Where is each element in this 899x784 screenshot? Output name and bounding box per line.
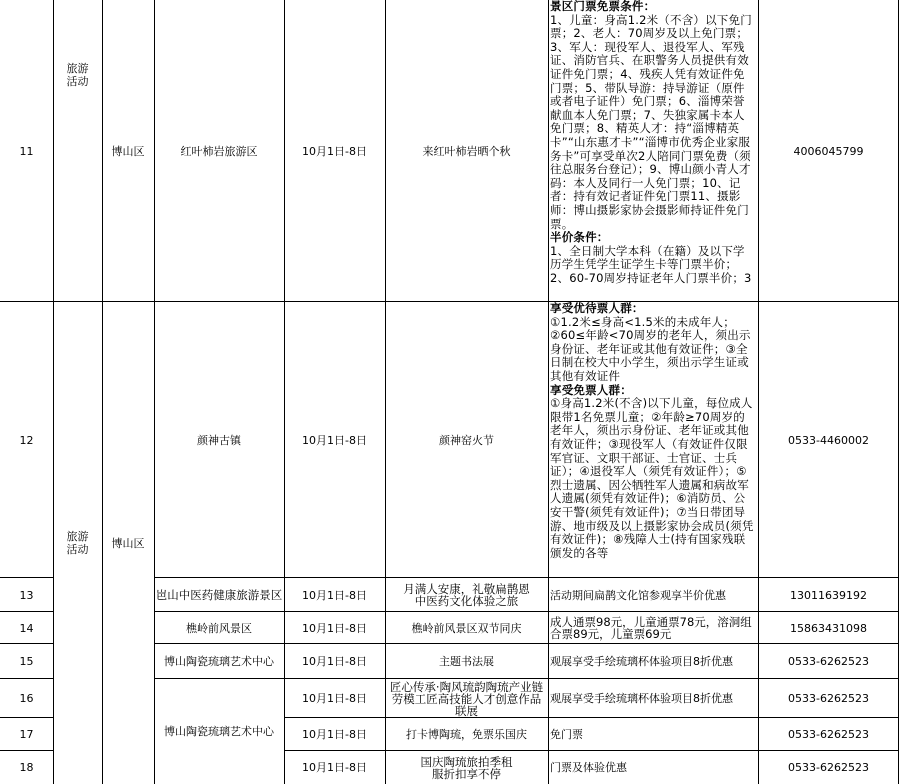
row12-venue: 颜神古镇 [197,433,241,447]
grid-line-v-event [548,0,549,784]
row11-desc-title2: 半价条件： [550,230,609,245]
grid-line-v-venue [284,0,285,784]
row14-phone: 15863431098 [790,621,867,635]
row16-description: 观展享受手绘琉璃杯体验项目8折优惠 [550,692,733,705]
row11-date: 10月1日-8日 [302,144,367,158]
row11-phone: 4006045799 [793,144,864,158]
row14-date: 10月1日-8日 [302,621,367,635]
row12-description [548,302,758,578]
row11-venue: 红叶柿岩旅游区 [180,144,258,158]
row15-event: 主题书法展 [439,655,494,668]
grid-line-v-district [154,0,155,784]
grid-line-h-row17-row18 [0,750,53,751]
row13-venue: 岜山中医药健康旅游景区 [155,588,283,602]
grid-line-h-row15-row16-right [154,678,899,679]
row13-phone: 13011639192 [790,588,867,602]
row13-number: 13 [19,588,34,602]
grid-line-h-row17-row18-right [284,750,899,751]
row17-description: 免门票 [550,728,583,741]
row18-date: 10月1日-8日 [302,761,367,774]
grid-line-h-row16-row17-right [284,717,899,718]
row12-category: 旅游 活动 [66,530,89,556]
row15-date: 10月1日-8日 [302,655,367,668]
row16-phone: 0533-6262523 [788,692,869,705]
row12-event: 颜神窑火节 [439,433,494,447]
row16-venue: 博山陶瓷琉璃艺术中心 [164,725,274,738]
row17-phone: 0533-6262523 [788,728,869,741]
row18-event: 国庆陶琉旅拍季租服折扣享不停 [420,754,513,781]
row13-event: 月满人安康，礼敬扁鹊恩中医药文化体验之旅 [403,582,530,608]
row16-number: 16 [19,692,34,705]
grid-line-h-row16-row17 [0,717,53,718]
row12-district: 博山区 [111,536,145,550]
row11-event: 来红叶柿岩晒个秋 [422,144,511,158]
row17-date: 10月1日-8日 [302,728,367,741]
row12-desc-title2: 享受免票人群： [550,382,632,397]
row14-description: 成人通票98元，儿童通票78元，溶洞组合票89元，儿童票69元 [550,615,752,641]
row14-number: 14 [19,621,34,635]
row15-phone: 0533-6262523 [788,655,869,668]
grid-line-h-row12-row13 [0,577,53,578]
row12-phone: 0533-4460002 [788,433,869,447]
row15-number: 15 [19,655,34,668]
row18-description: 门票及体验优惠 [550,761,627,774]
row11-district: 博山区 [111,144,145,158]
row15-description: 观展享受手绘琉璃杯体验项目8折优惠 [550,655,733,668]
row18-phone: 0533-6262523 [788,761,869,774]
row17-number: 17 [19,728,34,741]
grid-line-h-row15-row16 [0,678,53,679]
grid-line-h-row13-row14-right [154,611,899,612]
row12-desc-body2: ①身高1.2米(不含)以下儿童，每位成人限带1名免票儿童；②年龄≥70周岁的老年人，须出示身份证、老年证或其他有效证件；③现役军人（有效证件仅限军官证、文职干部证、士官证、士兵证）；④退役军人（须凭有效证件）；⑤烈士遗属、因公牺牲军人遗属和病故军人遗属(须凭有效证件)；⑥消防员、公安干警(须凭有效证件)；⑦当日带团导游、地市级及以上摄影家协会成员(须凭有效证件)；⑧残障人士(持有国家残联颁发的各等 [550,396,754,560]
grid-line-h-row14-row15-right [154,643,899,644]
row14-venue: 樵岭前风景区 [186,621,252,635]
row12-number: 12 [19,433,34,447]
row15-venue: 博山陶瓷琉璃艺术中心 [164,655,274,668]
grid-line-h-row11-row12 [0,301,899,302]
row12-desc-body: ①1.2米≤身高<1.5米的未成年人；②60≤年龄<70周岁的老年人，须出示身份证、老年证或其他有效证件；③全日制在校大中小学生，须出示学生证或其他有效证件 [550,314,751,383]
grid-line-v-date [385,0,386,784]
grid-line-h-row13-row14 [0,611,53,612]
row11-desc-body: 1、儿童：身高1.2米（不含）以下免门票；2、老人：70周岁及以上免门票；3、军人：现役军人、退役军人、军残证、消防官兵、在职警务人员提供有效证件免门票；4、残疾人凭有效证件免门票；5、带队导游：持导游证（原件或者电子证件）免门票；6、淄博荣誉献血本人免门票；7、失独家属卡本人免门票；8、精英人才：持“淄博精英卡”“山东惠才卡”“淄博市优秀企业家服务卡”可享受单次2人陪同门票免费（须往总服务台登记）；9、博山颜小青人才码：本人及同行一人免门票；10、记者：持有效记者证件免门票11、摄影师：博山摄影家协会摄影师持证件免门票。 [550,12,752,231]
row11-category: 旅游 活动 [66,62,89,88]
row11-desc-title: 景区门票免票条件： [550,0,656,13]
row11-number: 11 [19,144,34,158]
grid-line-h-row12-row13-right [154,577,899,578]
row13-date: 10月1日-8日 [302,588,367,602]
grid-line-v-desc [758,0,759,784]
grid-line-h-row14-row15 [0,643,53,644]
row16-date: 10月1日-8日 [302,692,367,705]
grid-line-v-category [102,0,103,784]
row12-date: 10月1日-8日 [302,433,367,447]
grid-line-v-num [53,0,54,784]
row18-number: 18 [19,761,34,774]
row11-description [548,0,758,302]
row12-desc-title: 享受优待票人群： [550,302,644,315]
row16-event: 匠心传承·陶风琉韵陶琉产业链劳模工匠高技能人才创意作品联展 [389,679,544,718]
row14-event: 樵岭前风景区双节同庆 [411,621,522,635]
row17-event: 打卡博陶琉，免票乐国庆 [406,728,527,741]
row11-desc-body2: 1、全日制大学本科（在籍）及以下学历学生凭学生证学生卡等门票半价；2、60-70周岁持证老年人门票半价；3 [550,243,752,285]
row13-description: 活动期间扁鹊文化馆参观享半价优惠 [550,588,726,602]
